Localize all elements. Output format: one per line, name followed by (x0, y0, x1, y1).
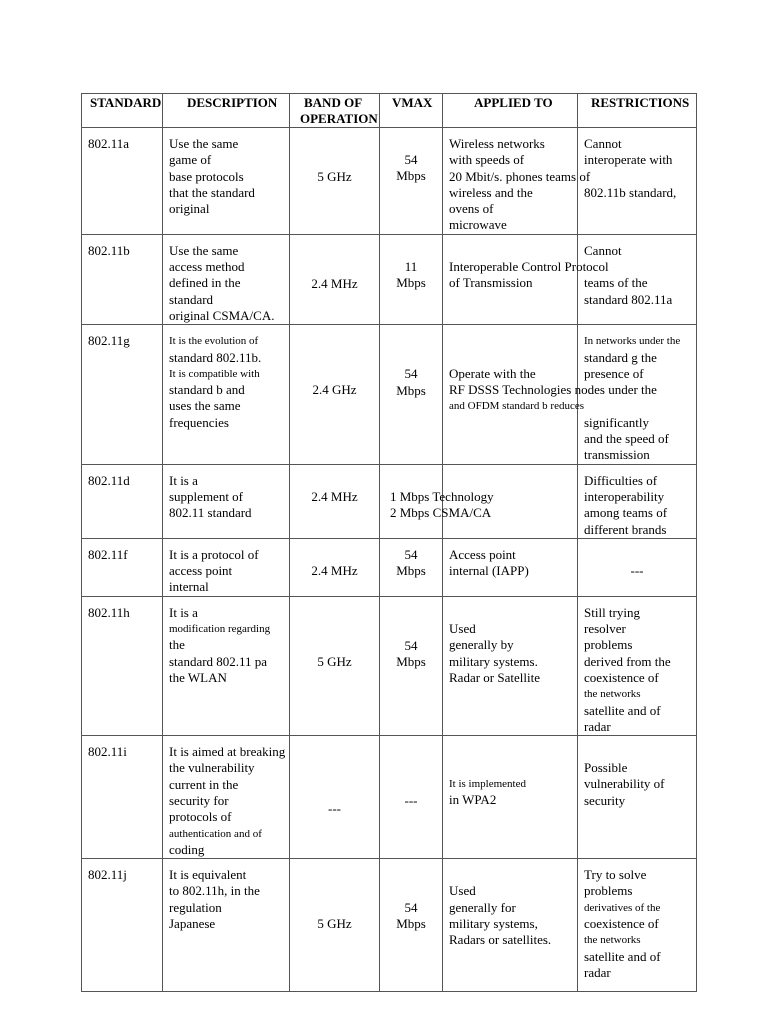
description-line: base protocols (169, 168, 244, 184)
table-row (82, 736, 697, 859)
description-line: It is the evolution of (169, 335, 259, 348)
cell-restrictions (578, 538, 697, 596)
restriction-line: satellite and of (584, 702, 661, 718)
description-line: protocols of (169, 809, 232, 825)
band-value: 5 GHz (317, 653, 352, 669)
restriction-line: among teams of (584, 505, 668, 521)
vmax-line: 54 (404, 546, 418, 562)
cell-description (163, 596, 290, 735)
cell-vmax (380, 464, 494, 538)
restriction-line: Still trying (584, 604, 640, 620)
restriction-line: derivatives of the (584, 901, 661, 914)
cell-restrictions (578, 596, 697, 735)
cell-standard (82, 736, 163, 859)
description-line: regulation (169, 899, 222, 915)
cell-description (163, 736, 290, 859)
restriction-line (584, 382, 696, 398)
vmax-line: Mbps (396, 382, 426, 398)
applied-line: military systems, (449, 916, 538, 932)
description-line: the (169, 637, 185, 653)
header-description: DESCRIPTION (163, 94, 290, 128)
applied-line (449, 605, 577, 621)
band-value: 5 GHz (317, 916, 352, 932)
band-value: 2.4 MHz (311, 488, 358, 504)
description-line: to 802.11h, in the (169, 883, 260, 899)
cell-applied-to (443, 128, 591, 235)
cell-applied-to (443, 859, 578, 992)
description-line: original CSMA/CA. (169, 307, 275, 323)
standard-name: 802.11f (88, 546, 128, 562)
description-line: standard (169, 291, 214, 307)
applied-line: Interoperable Control Protocol (449, 259, 609, 275)
cell-vmax (380, 596, 443, 735)
band-value: 2.4 MHz (311, 275, 358, 291)
applied-line: Radar or Satellite (449, 669, 540, 685)
applied-line: 20 Mbit/s. phones teams of (449, 168, 591, 184)
restriction-line (584, 259, 696, 275)
restriction-line: significantly (584, 414, 649, 430)
vmax-line: --- (404, 793, 418, 809)
cell-description (163, 128, 290, 235)
cell-applied-to (443, 596, 578, 735)
standard-name: 802.11i (88, 744, 127, 760)
vmax-line: Mbps (396, 654, 426, 670)
cell-vmax (380, 538, 443, 596)
cell-standard (82, 464, 163, 538)
description-line: Use the same (169, 136, 239, 151)
band-value: 2.4 MHz (311, 562, 358, 578)
vmax-line: 54 (404, 366, 418, 382)
description-line: defined in the (169, 275, 241, 291)
restriction-line: and the speed of (584, 431, 669, 447)
cell-band (290, 128, 380, 235)
cell-band (290, 464, 380, 538)
applied-line: military systems. (449, 653, 538, 669)
cell-description (163, 464, 290, 538)
vmax-line: 54 (404, 637, 418, 653)
table-row (82, 464, 697, 538)
vmax-line: 11 (404, 258, 418, 274)
restriction-line: teams of the (584, 275, 648, 291)
applied-line: generally for (449, 899, 516, 915)
standard-name: 802.11g (88, 333, 130, 349)
restriction-line: different brands (584, 521, 667, 537)
cell-restrictions (578, 325, 697, 464)
applied-line: RF DSSS Technologies nodes under the (449, 382, 657, 398)
applied-line (449, 867, 577, 883)
wlan-standards-table (81, 93, 697, 992)
applied-line (449, 333, 577, 349)
description-line: It is a (169, 472, 198, 488)
cell-description (163, 325, 290, 464)
cell-description (163, 859, 290, 992)
cell-standard (82, 538, 163, 596)
description-line: current in the (169, 776, 239, 792)
applied-line (449, 350, 577, 366)
applied-line: Used (449, 621, 476, 637)
restriction-line: Difficulties of (584, 472, 658, 488)
restriction-line: problems (584, 637, 633, 653)
table-header-row (82, 94, 697, 128)
restriction-line: interoperability (584, 488, 665, 504)
applied-line: Wireless networks (449, 136, 545, 151)
description-line: access point (169, 563, 233, 579)
description-line: original (169, 201, 210, 217)
cell-applied-to (443, 538, 578, 596)
description-line: It is aimed at breaking (169, 744, 286, 760)
description-line: the WLAN (169, 669, 227, 685)
description-line: the vulnerability (169, 760, 255, 776)
vmax-line: 2 Mbps CSMA/CA (390, 504, 492, 520)
description-line: security for (169, 792, 229, 808)
restriction-line: coexistence of (584, 669, 659, 685)
restriction-line: presence of (584, 365, 644, 381)
description-line: modification regarding (169, 623, 271, 636)
restriction-line (584, 169, 696, 185)
restriction-line: transmission (584, 447, 650, 463)
description-line: standard b and (169, 382, 245, 398)
standard-name: 802.11d (88, 472, 130, 488)
cell-band (290, 736, 380, 859)
description-line: 802.11 standard (169, 505, 252, 521)
vmax-line: Mbps (396, 168, 426, 184)
header-standard: STANDARD (82, 94, 163, 128)
vmax-line: 54 (404, 900, 418, 916)
applied-line: internal (IAPP) (449, 563, 529, 579)
cell-band (290, 596, 380, 735)
applied-line: Radars or satellites. (449, 932, 552, 948)
cell-band (290, 234, 380, 324)
band-value: 5 GHz (317, 169, 352, 184)
cell-description (163, 538, 290, 596)
cell-standard (82, 859, 163, 992)
cell-band (290, 859, 380, 992)
restriction-line: derived from the (584, 653, 671, 669)
restriction-line: radar (584, 964, 611, 980)
table-row (82, 325, 697, 464)
restriction-line: problems (584, 883, 633, 899)
band-value: --- (328, 801, 341, 817)
applied-line (449, 243, 577, 259)
table-row (82, 596, 697, 735)
cell-restrictions (578, 128, 697, 235)
description-line: internal (169, 579, 209, 595)
cell-restrictions (578, 859, 697, 992)
applied-line: with speeds of (449, 152, 525, 168)
applied-line: Access point (449, 546, 516, 562)
cell-standard (82, 128, 163, 235)
description-line: game of (169, 152, 212, 168)
applied-line: It is implemented (449, 778, 526, 791)
cell-vmax (380, 234, 443, 324)
applied-line: wireless and the (449, 184, 533, 200)
cell-vmax (380, 859, 443, 992)
vmax-line: Mbps (396, 563, 426, 579)
cell-description (163, 234, 290, 324)
restriction-line: interoperate with (584, 152, 673, 168)
cell-band (290, 538, 380, 596)
applied-line: Operate with the (449, 365, 536, 381)
restriction-line: In networks under the (584, 335, 681, 348)
restriction-line: Try to solve (584, 867, 647, 883)
applied-line: ovens of (449, 201, 494, 217)
description-line: standard 802.11b. (169, 349, 262, 365)
vmax-line: 54 (404, 152, 418, 167)
description-line: standard 802.11 pa (169, 653, 268, 669)
table-row (82, 234, 697, 324)
description-line: that the standard (169, 184, 255, 200)
header-band: BAND OF OPERATION (290, 94, 380, 128)
description-line: It is equivalent (169, 867, 247, 883)
cell-restrictions (578, 736, 697, 859)
vmax-line: Mbps (396, 916, 426, 932)
restriction-line: security (584, 792, 626, 808)
description-line: Japanese (169, 916, 216, 932)
description-line: It is compatible with (169, 367, 260, 380)
description-line: It is a protocol of (169, 546, 259, 562)
description-line: It is a (169, 604, 198, 620)
applied-line: generally by (449, 637, 514, 653)
restriction-line (584, 398, 696, 414)
description-line: supplement of (169, 488, 244, 504)
cell-vmax (380, 128, 443, 235)
restriction-line: 802.11b standard, (584, 184, 677, 200)
cell-standard (82, 325, 163, 464)
header-applied-to: APPLIED TO (443, 94, 578, 128)
restriction-line: the networks (584, 688, 641, 701)
restriction-line: Possible (584, 760, 628, 776)
applied-line: Used (449, 883, 476, 899)
restriction-line: satellite and of (584, 948, 661, 964)
table-row (82, 538, 697, 596)
description-line: frequencies (169, 414, 229, 430)
table-row (82, 128, 697, 235)
cell-restrictions (578, 234, 697, 324)
vmax-line: 1 Mbps Technology (390, 488, 494, 504)
restriction-line: Cannot (584, 242, 622, 258)
applied-line: microwave (449, 217, 507, 233)
header-vmax: VMAX (380, 94, 443, 128)
restriction-line: standard 802.11a (584, 291, 673, 307)
header-restrictions: RESTRICTIONS (578, 94, 697, 128)
description-line: Use the same (169, 242, 239, 258)
cell-band (290, 325, 380, 464)
table-row (82, 859, 697, 992)
description-line: access method (169, 259, 245, 275)
applied-line: of Transmission (449, 275, 533, 291)
standard-name: 802.11a (88, 136, 130, 151)
cell-standard (82, 596, 163, 735)
cell-standard (82, 234, 163, 324)
vmax-line: Mbps (396, 275, 426, 291)
description-line: authentication and of (169, 827, 262, 840)
description-line: coding (169, 841, 205, 857)
standard-name: 802.11b (88, 242, 130, 258)
cell-vmax (380, 736, 443, 859)
restriction-line: coexistence of (584, 916, 659, 932)
restriction-line: the networks (584, 934, 641, 947)
restriction-line: radar (584, 718, 611, 734)
restriction-line: resolver (584, 621, 626, 637)
cell-vmax (380, 325, 443, 464)
restriction-line: --- (630, 562, 644, 578)
cell-restrictions (578, 464, 697, 538)
applied-line: in WPA2 (449, 792, 497, 808)
applied-line: and OFDM standard b reduces (449, 400, 585, 413)
description-line: uses the same (169, 398, 241, 414)
standard-name: 802.11h (88, 604, 130, 620)
standard-name: 802.11j (88, 867, 127, 883)
restriction-line: standard g the (584, 349, 657, 365)
cell-applied-to (443, 736, 578, 859)
band-value: 2.4 GHz (312, 382, 357, 398)
restriction-line: Cannot (584, 136, 622, 151)
restriction-line: vulnerability of (584, 776, 665, 792)
